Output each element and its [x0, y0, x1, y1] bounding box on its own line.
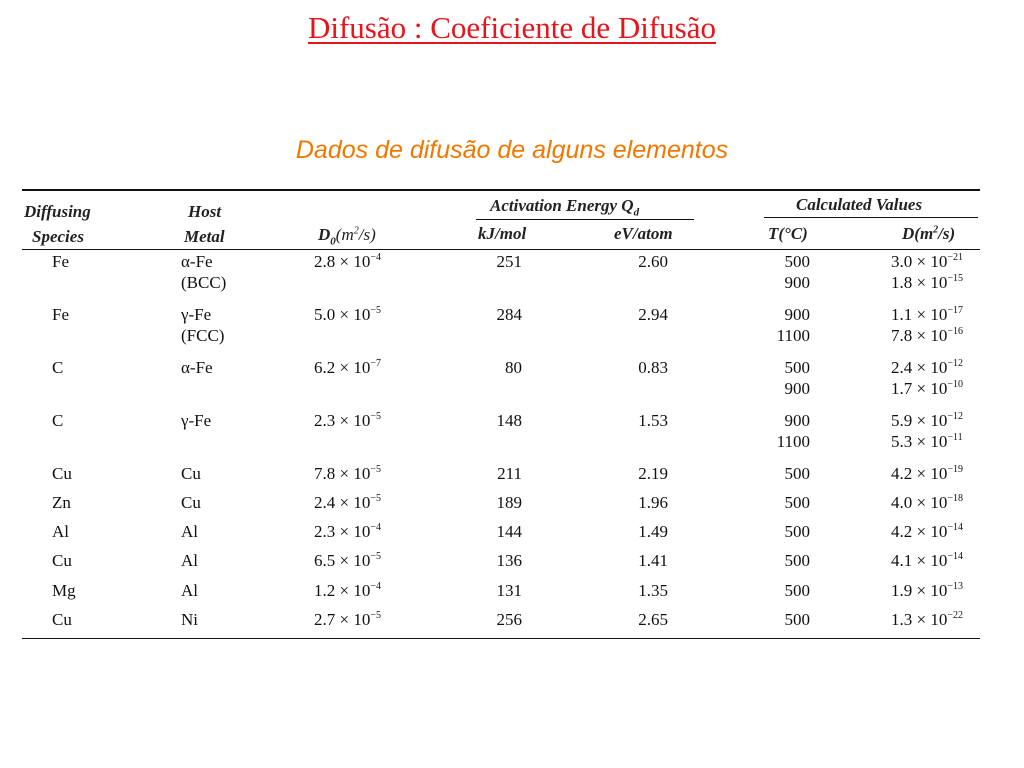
temperature-cell: 900 [784, 273, 810, 292]
activation-kj-cell: 131 [496, 581, 522, 600]
host-metal-cell: Ni [181, 610, 198, 629]
species-cell: Fe [52, 305, 69, 324]
host-structure-cell: (BCC) [181, 273, 227, 292]
activation-kj-cell: 251 [496, 252, 522, 271]
header-ev-atom: eV/atom [614, 224, 673, 243]
temperature-cell: 900 [784, 305, 810, 324]
temperature-cell: 500 [784, 493, 810, 512]
activation-ev-cell: 0.83 [638, 358, 668, 377]
activation-ev-cell: 1.35 [638, 581, 668, 600]
host-metal-cell: Al [181, 581, 198, 600]
calculated-d-cell: $1.3 \times 10^{-22}$ [891, 610, 963, 629]
temperature-cell: 900 [784, 379, 810, 398]
d0-cell: $1.2 \times 10^{-4}$ [314, 581, 381, 600]
activation-group-rule [476, 219, 694, 220]
activation-ev-cell: 2.94 [638, 305, 668, 324]
temperature-cell: 500 [784, 522, 810, 541]
activation-kj-cell: 256 [496, 610, 522, 629]
header-d0: $D_0(m^2/s)$ [318, 225, 376, 248]
d0-cell: $2.8 \times 10^{-4}$ [314, 252, 381, 271]
temperature-cell: 500 [784, 581, 810, 600]
species-cell: C [52, 411, 64, 430]
calculated-d-cell: $4.2 \times 10^{-19}$ [891, 464, 963, 483]
host-metal-cell: α-Fe [181, 252, 213, 271]
calculated-d-cell: $4.1 \times 10^{-14}$ [891, 551, 963, 570]
header-metal: Metal [184, 227, 225, 246]
activation-ev-cell: 1.53 [638, 411, 668, 430]
table-top-rule [22, 189, 980, 191]
temperature-cell: 500 [784, 464, 810, 483]
activation-kj-cell: 189 [496, 493, 522, 512]
table-caption: Dados de difusão de alguns elementos [295, 136, 729, 164]
header-species: Species [32, 227, 84, 246]
d0-cell: $5.0 \times 10^{-5}$ [314, 305, 381, 324]
host-metal-cell: γ-Fe [181, 305, 212, 324]
d0-cell: $6.5 \times 10^{-5}$ [314, 551, 381, 570]
species-cell: C [52, 358, 64, 377]
calculated-d-cell: $3.0 \times 10^{-21}$ [891, 252, 963, 271]
header-calculated-values: Calculated Values [796, 195, 923, 214]
host-metal-cell: Al [181, 551, 198, 570]
species-cell: Fe [52, 252, 69, 271]
calculated-d-cell: $1.9 \times 10^{-13}$ [891, 581, 963, 600]
header-diffusing: Diffusing [24, 202, 91, 221]
calculated-d-cell: $4.0 \times 10^{-18}$ [891, 493, 963, 512]
header-host: Host [188, 202, 222, 221]
species-cell: Al [52, 522, 69, 541]
temperature-cell: 500 [784, 358, 810, 377]
temperature-cell: 900 [784, 411, 810, 430]
host-structure-cell: (FCC) [181, 326, 225, 345]
header-activation-energy: Activation Energy $Q_d$ [490, 196, 640, 219]
activation-ev-cell: 2.65 [638, 610, 668, 629]
temperature-cell: 1100 [776, 432, 810, 451]
species-cell: Mg [52, 581, 76, 600]
host-metal-cell: Cu [181, 493, 201, 512]
activation-kj-cell: 284 [496, 305, 522, 324]
temperature-cell: 500 [784, 252, 810, 271]
temperature-cell: 1100 [776, 326, 810, 345]
activation-kj-cell: 148 [496, 411, 522, 430]
species-cell: Zn [52, 493, 71, 512]
calculated-d-cell: $7.8 \times 10^{-16}$ [891, 326, 963, 345]
species-cell: Cu [52, 464, 72, 483]
header-d: $D(m^2/s)$ [902, 224, 956, 243]
host-metal-cell: γ-Fe [181, 411, 212, 430]
host-metal-cell: α-Fe [181, 358, 213, 377]
calculated-d-cell: $5.3 \times 10^{-11}$ [891, 432, 963, 451]
activation-ev-cell: 1.49 [638, 522, 668, 541]
activation-kj-cell: 144 [496, 522, 522, 541]
calculated-d-cell: $2.4 \times 10^{-12}$ [891, 358, 963, 377]
d0-cell: $2.7 \times 10^{-5}$ [314, 610, 381, 629]
header-kj-mol: kJ/mol [478, 224, 527, 243]
header-bottom-rule [22, 249, 980, 250]
slide-title: Difusão : Coeficiente de Difusão [307, 10, 717, 45]
activation-kj-cell: 136 [496, 551, 522, 570]
temperature-cell: 500 [784, 551, 810, 570]
calculated-d-cell: $4.2 \times 10^{-14}$ [891, 522, 963, 541]
activation-ev-cell: 1.41 [638, 551, 668, 570]
activation-ev-cell: 2.19 [638, 464, 668, 483]
host-metal-cell: Al [181, 522, 198, 541]
calculated-d-cell: $1.1 \times 10^{-17}$ [891, 305, 963, 324]
d0-cell: $2.3 \times 10^{-5}$ [314, 411, 381, 430]
header-temperature: T(°C) [768, 224, 808, 243]
activation-kj-cell: 211 [497, 464, 522, 483]
calculated-d-cell: $1.8 \times 10^{-15}$ [891, 273, 963, 292]
host-metal-cell: Cu [181, 464, 201, 483]
d0-cell: $7.8 \times 10^{-5}$ [314, 464, 381, 483]
table-bottom-rule [22, 638, 980, 639]
activation-kj-cell: 80 [505, 358, 522, 377]
calculated-d-cell: $5.9 \times 10^{-12}$ [891, 411, 963, 430]
calculated-d-cell: $1.7 \times 10^{-10}$ [891, 379, 963, 398]
activation-ev-cell: 1.96 [638, 493, 668, 512]
d0-cell: $6.2 \times 10^{-7}$ [314, 358, 381, 377]
d0-cell: $2.3 \times 10^{-4}$ [314, 522, 381, 541]
species-cell: Cu [52, 610, 72, 629]
species-cell: Cu [52, 551, 72, 570]
d0-cell: $2.4 \times 10^{-5}$ [314, 493, 381, 512]
temperature-cell: 500 [784, 610, 810, 629]
calc-group-rule [764, 217, 978, 218]
activation-ev-cell: 2.60 [638, 252, 668, 271]
